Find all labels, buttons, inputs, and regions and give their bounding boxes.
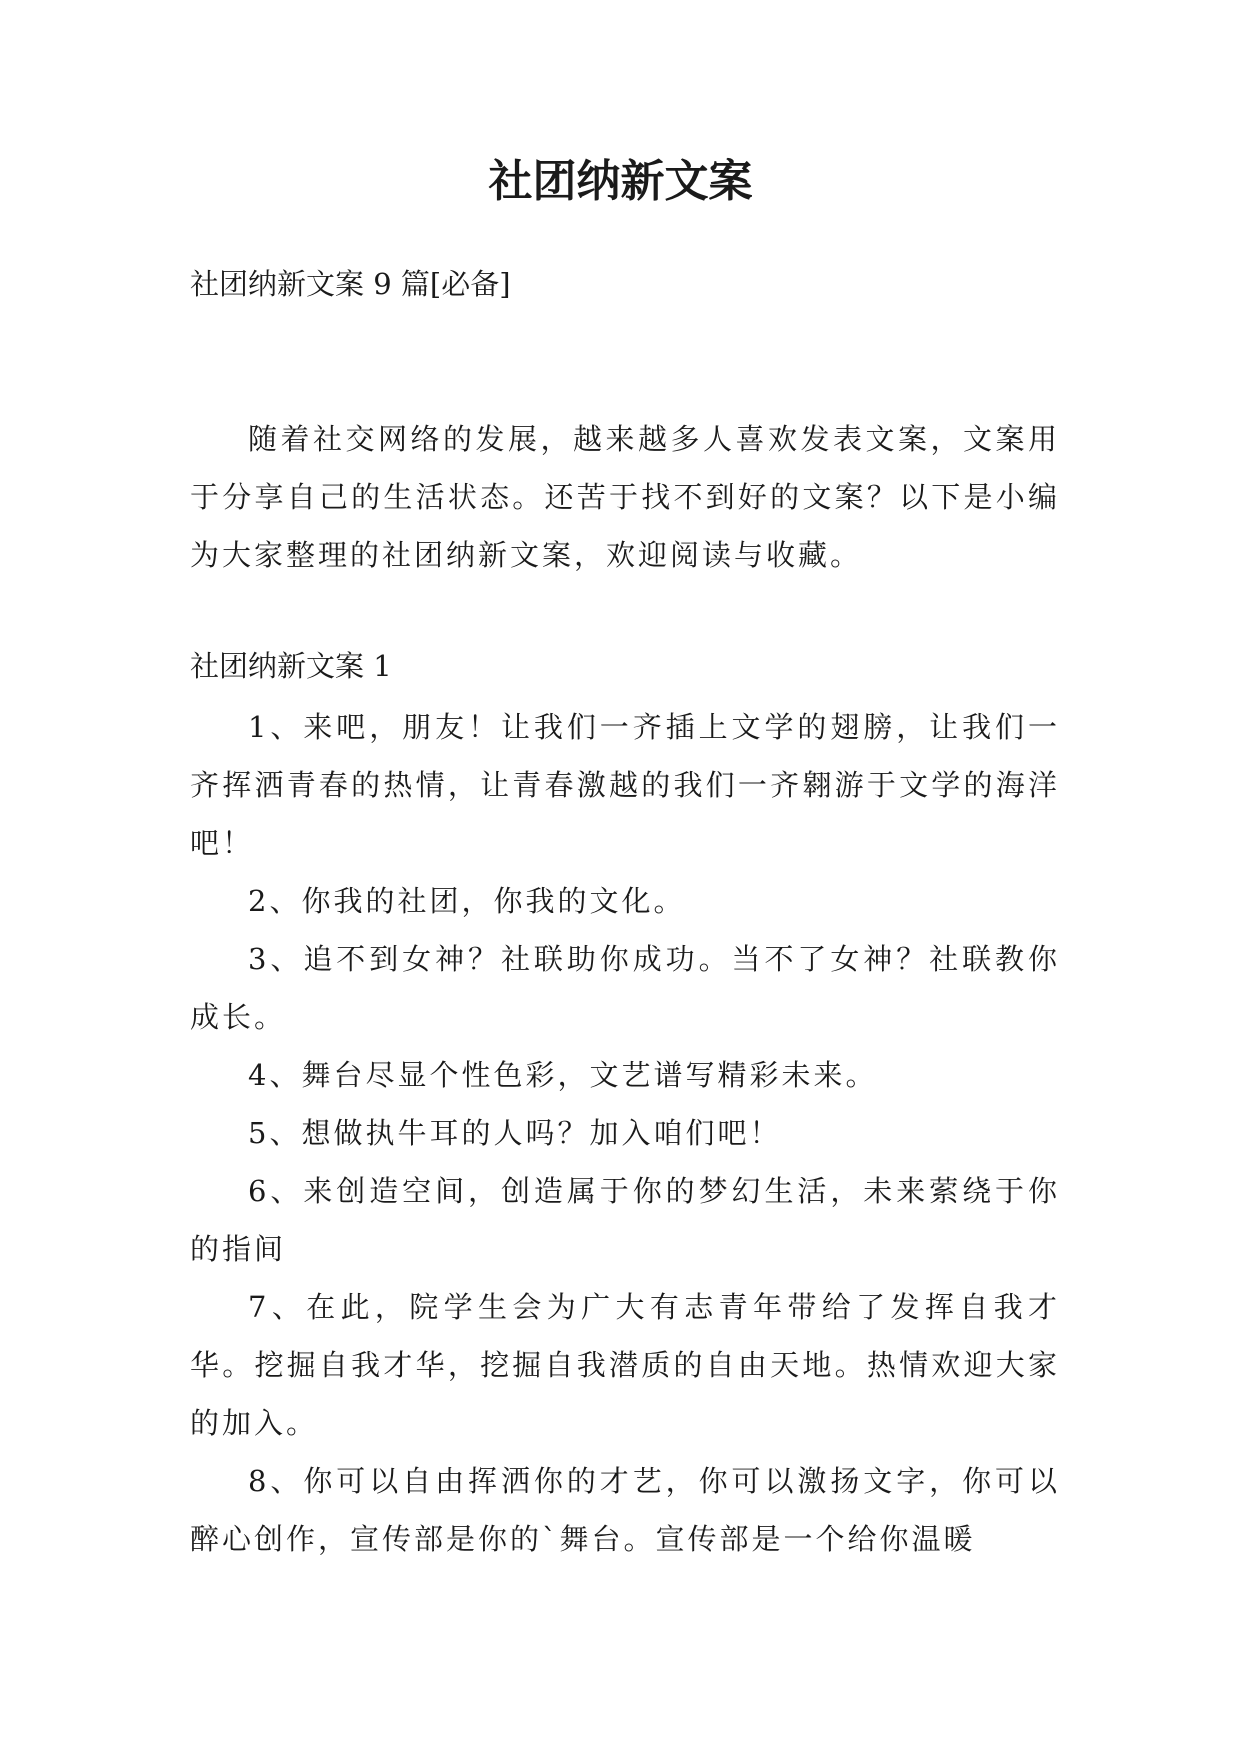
list-item: 6、来创造空间，创造属于你的梦幻生活，未来萦绕于你的指间 [190,1174,1060,1266]
section-heading: 社团纳新文案 1 [190,649,392,683]
list-item: 7、在此，院学生会为广大有志青年带给了发挥自我才华。挖掘自我才华，挖掘自我潜质的自由天地。热情欢迎大家的加入。 [190,1290,1060,1440]
list-item: 2、你我的社团，你我的文化。 [248,884,686,918]
item-list [190,698,1060,1598]
document-title: 社团纳新文案 [488,156,753,207]
intro-paragraph: 随着社交网络的发展，越来越多人喜欢发表文案，文案用于分享自己的生活状态。还苦于找不到好的文案？以下是小编为大家整理的社团纳新文案，欢迎阅读与收藏。 [190,422,1060,572]
list-item: 3、追不到女神？社联助你成功。当不了女神？社联教你成长。 [190,942,1060,1034]
list-item: 4、舞台尽显个性色彩，文艺谱写精彩未来。 [248,1058,878,1092]
list-item: 5、想做执牛耳的人吗？加入咱们吧！ [248,1116,782,1150]
list-item: 8、你可以自由挥洒你的才艺，你可以激扬文字，你可以醉心创作，宣传部是你的`舞台。宣传部是一个给你温暖 [190,1464,1060,1556]
document-subtitle: 社团纳新文案 9 篇[必备] [190,267,511,301]
list-item: 1、来吧，朋友！让我们一齐插上文学的翅膀，让我们一齐挥洒青春的热情，让青春激越的我们一齐翱游于文学的海洋吧！ [190,710,1060,860]
